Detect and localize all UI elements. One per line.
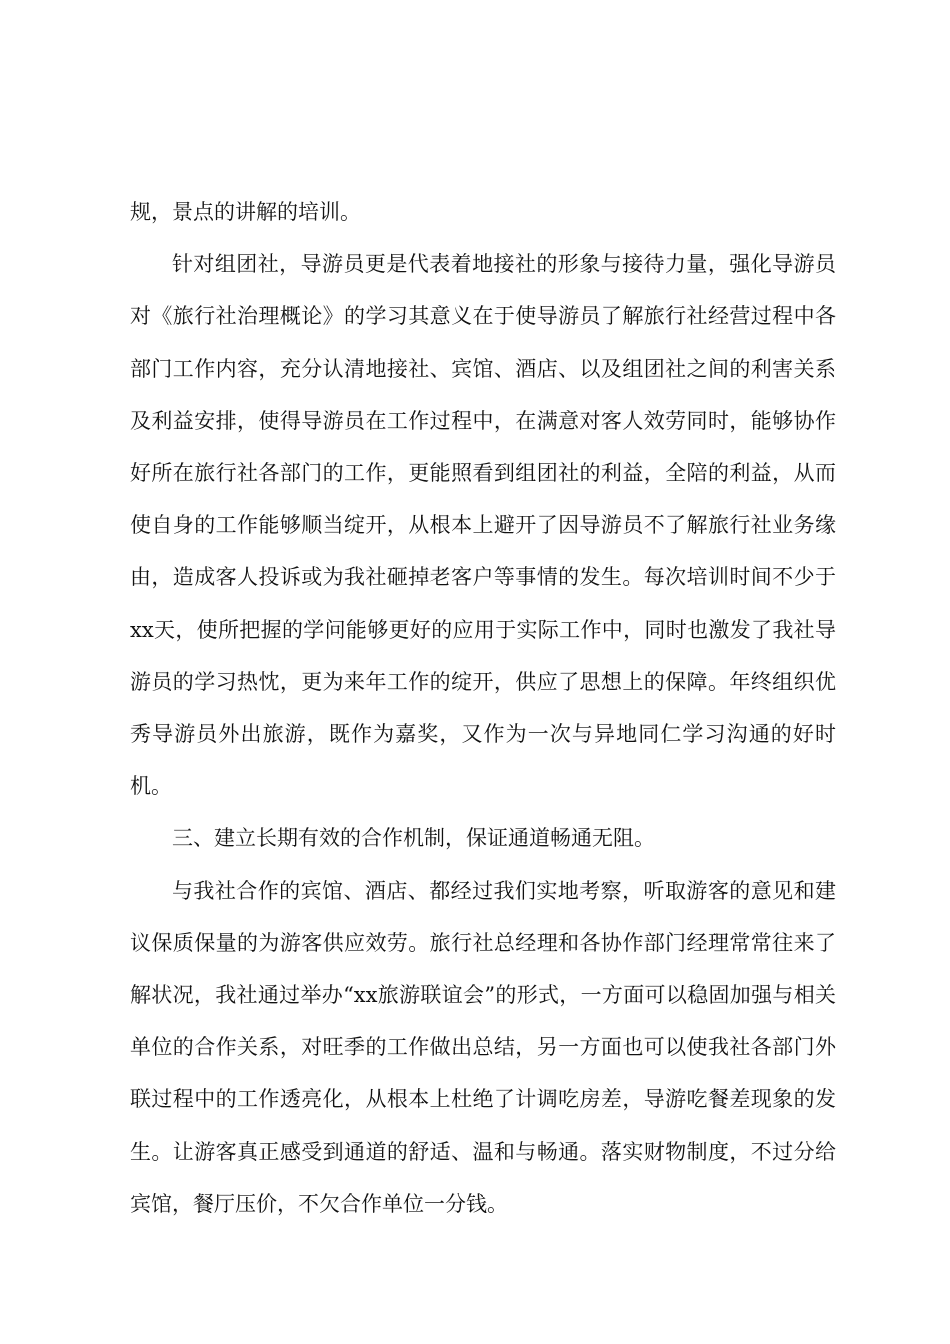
paragraph-tour-guide-training: 针对组团社，导游员更是代表着地接社的形象与接待力量，强化导游员对《旅行社治理概论》的学习其意义在于使导游员了解旅行社经营过程中各部门工作内容，充分认清地接社、宾馆、酒店、以及组团社之间的利害关系及利益安排，使得导游员在工作过程中，在满意对客人效劳同时，能够协作好所在旅行社各部门的工作，更能照看到组团社的利益，全陪的利益，从而使自身的工作能够顺当绽开，从根本上避开了因导游员不了解旅行社业务缘由，造成客人投诉或为我社砸掉老客户等事情的发生。每次培训时间不少于xx天，使所把握的学问能够更好的应用于实际工作中，同时也激发了我社导游员的学习热忱，更为来年工作的绽开，供应了思想上的保障。年终组织优秀导游员外出旅游，既作为嘉奖，又作为一次与异地同仁学习沟通的好时机。 — [130, 252, 836, 799]
paragraph-partner-hotels: 与我社合作的宾馆、酒店、都经过我们实地考察，听取游客的意见和建议保质保量的为游客供应效劳。旅行社总经理和各协作部门经理常常往来了解状况，我社通过举办“xx旅游联谊会”的形式，一方面可以稳固加强与相关单位的合作关系，对旺季的工作做出总结，另一方面也可以使我社各部门外联过程中的工作透亮化，从根本上杜绝了计调吃房差，导游吃餐差现象的发生。让游客真正感受到通道的舒适、温和与畅通。落实财物制度，不过分给宾馆，餐厅压价，不欠合作单位一分钱。 — [130, 878, 836, 1216]
document-body — [130, 186, 836, 1230]
section-heading-cooperation-mechanism: 三、建立长期有效的合作机制，保证通道畅通无阻。 — [172, 826, 655, 851]
paragraph-continuation: 规，景点的讲解的培训。 — [130, 200, 361, 224]
